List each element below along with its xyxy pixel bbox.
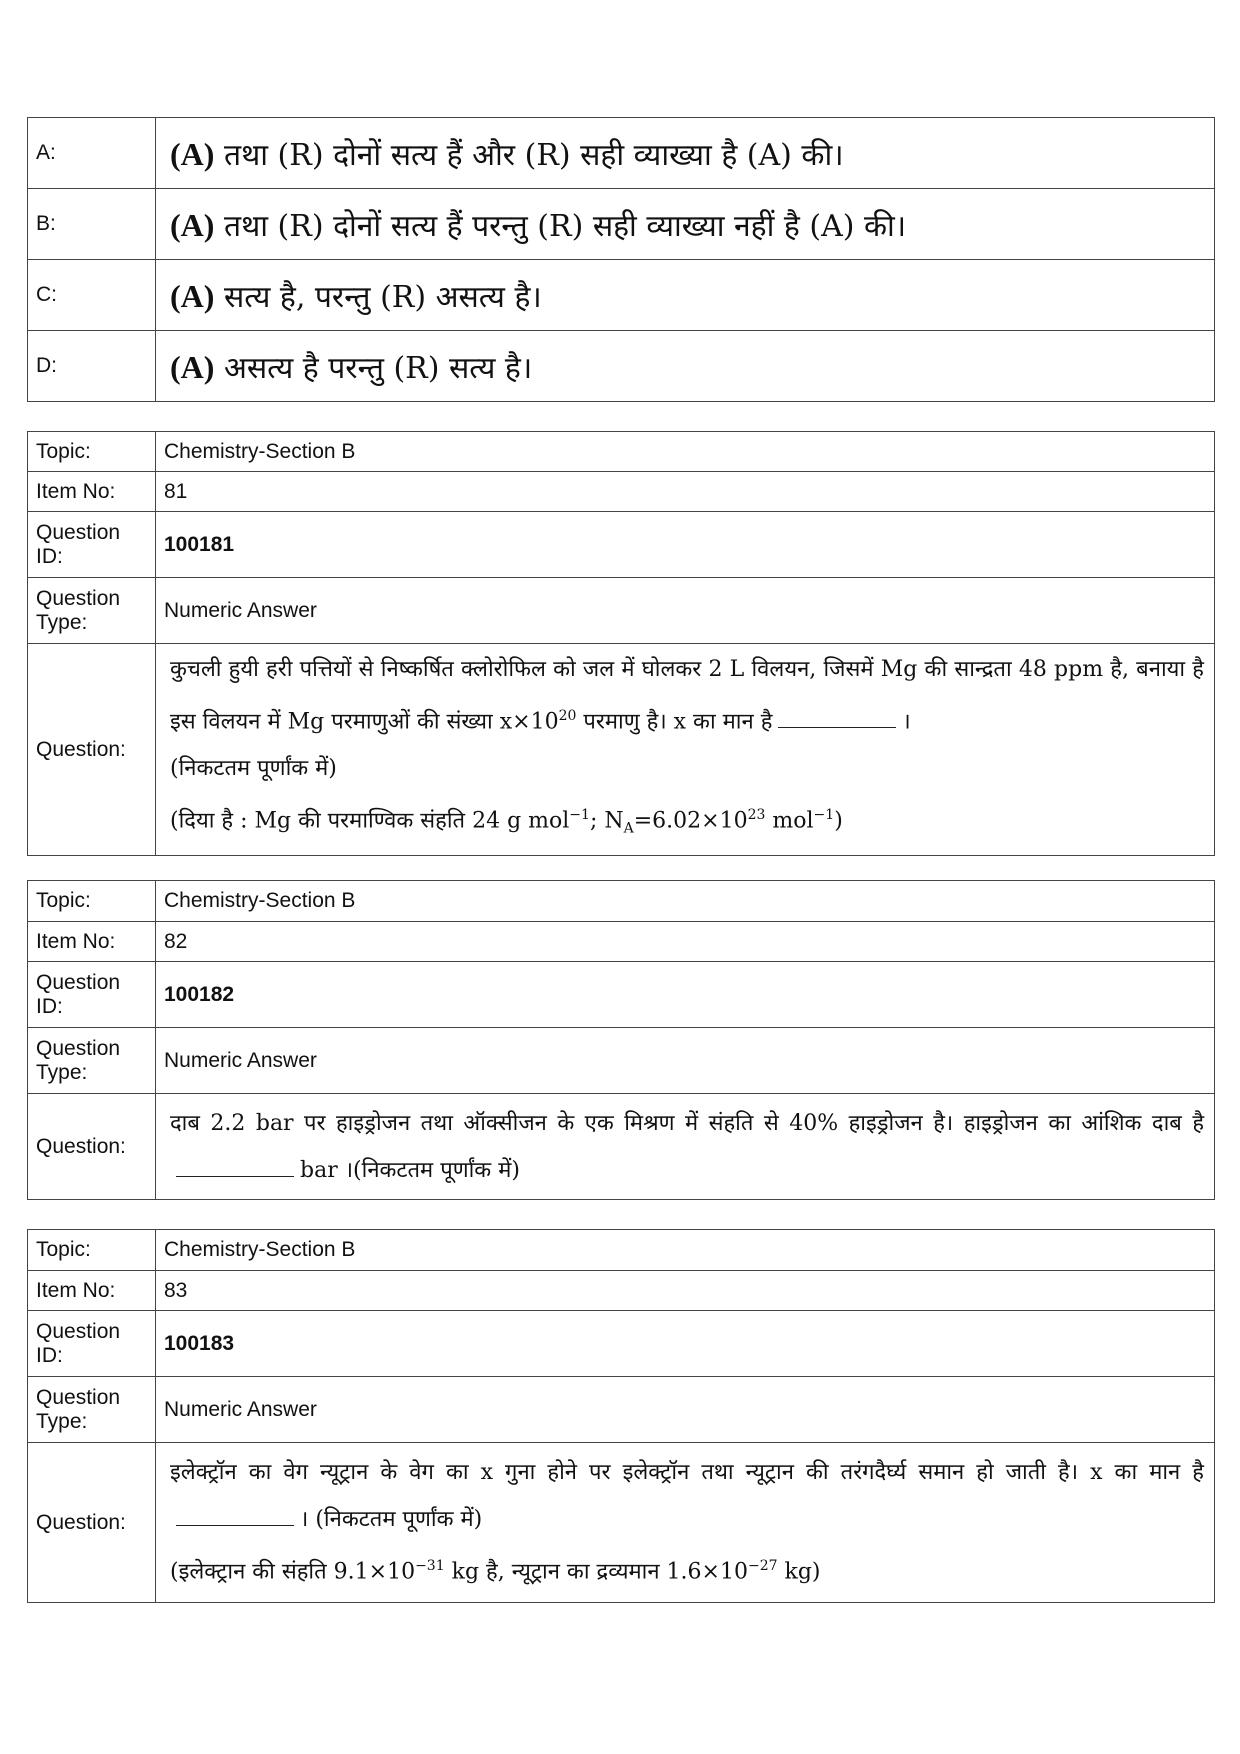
question-type-value: Numeric Answer	[156, 1377, 1215, 1443]
item-no-label: Item No:	[28, 472, 156, 512]
item-no-label: Item No:	[28, 922, 156, 962]
question-id-value: 100182	[156, 962, 1215, 1028]
topic-label: Topic:	[28, 881, 156, 922]
question-type-value: Numeric Answer	[156, 578, 1215, 644]
question-label: Question:	[28, 644, 156, 856]
option-key: D:	[28, 331, 156, 402]
question-type-label: Question Type:	[28, 1377, 156, 1443]
option-row-b	[28, 189, 1215, 260]
answer-blank	[176, 1156, 294, 1177]
option-text: (A) तथा (R) दोनों सत्य हैं परन्तु (R) सही व्याख्या नहीं है (A) की।	[156, 189, 1215, 260]
options-table	[27, 117, 1215, 402]
item-no-value: 82	[156, 922, 1215, 962]
topic-value: Chemistry-Section B	[156, 881, 1215, 922]
option-row-d	[28, 331, 1215, 402]
topic-value: Chemistry-Section B	[156, 1230, 1215, 1271]
answer-blank	[778, 707, 896, 728]
option-row-a	[28, 118, 1215, 189]
question-id-label: Question ID:	[28, 512, 156, 578]
question-type-label: Question Type:	[28, 1028, 156, 1094]
option-row-c	[28, 260, 1215, 331]
option-text: (A) तथा (R) दोनों सत्य हैं और (R) सही व्याख्या है (A) की।	[156, 118, 1215, 189]
question-id-label: Question ID:	[28, 962, 156, 1028]
item-no-value: 81	[156, 472, 1215, 512]
question-table-83	[27, 1229, 1215, 1603]
topic-label: Topic:	[28, 1230, 156, 1271]
topic-value: Chemistry-Section B	[156, 432, 1215, 472]
topic-label: Topic:	[28, 432, 156, 472]
answer-blank	[176, 1505, 294, 1526]
item-no-label: Item No:	[28, 1271, 156, 1311]
question-text: दाब 2.2 bar पर हाइड्रोजन तथा ऑक्सीजन के एक मिश्रण में संहति से 40% हाइड्रोजन है। हाइड्रोजन का आंशिक दाब हैbar ।(निकटतम पूर्णांक में)	[156, 1094, 1215, 1200]
question-type-value: Numeric Answer	[156, 1028, 1215, 1094]
option-key: C:	[28, 260, 156, 331]
option-key: B:	[28, 189, 156, 260]
option-text: (A) असत्य है परन्तु (R) सत्य है।	[156, 331, 1215, 402]
question-type-label: Question Type:	[28, 578, 156, 644]
question-text: कुचली हुयी हरी पत्तियों से निष्कर्षित क्लोरोफिल को जल में घोलकर 2 L विलयन, जिसमें Mg की सान्द्रता 48 ppm है, बनाया है इस विलयन में Mg परमाणुओं की संख्या $x\times 10^{20}$ परमाणु है। x का मान है । (निकटतम पूर्णांक में) (दिया है : Mg की परमाण्विक संहति 24 g mol$^{-1}$; $N_A=6.02\times 10^{23}$ mol$^{-1}$)	[156, 644, 1215, 856]
option-text: (A) सत्य है, परन्तु (R) असत्य है।	[156, 260, 1215, 331]
question-id-value: 100181	[156, 512, 1215, 578]
question-id-value: 100183	[156, 1311, 1215, 1377]
question-label: Question:	[28, 1094, 156, 1200]
question-text: इलेक्ट्रॉन का वेग न्यूट्रान के वेग का x गुना होने पर इलेक्ट्रॉन तथा न्यूट्रान की तरंगदैर्घ्य समान हो जाती है। x का मान है। (निकटतम पूर्णांक में) (इलेक्ट्रान की संहति $9.1\times 10^{-31}$ kg है, न्यूट्रान का द्रव्यमान $1.6\times 10^{-27}$ kg)	[156, 1443, 1215, 1603]
question-table-81	[27, 431, 1215, 856]
question-id-label: Question ID:	[28, 1311, 156, 1377]
question-label: Question:	[28, 1443, 156, 1603]
item-no-value: 83	[156, 1271, 1215, 1311]
question-table-82	[27, 880, 1215, 1200]
option-key: A:	[28, 118, 156, 189]
